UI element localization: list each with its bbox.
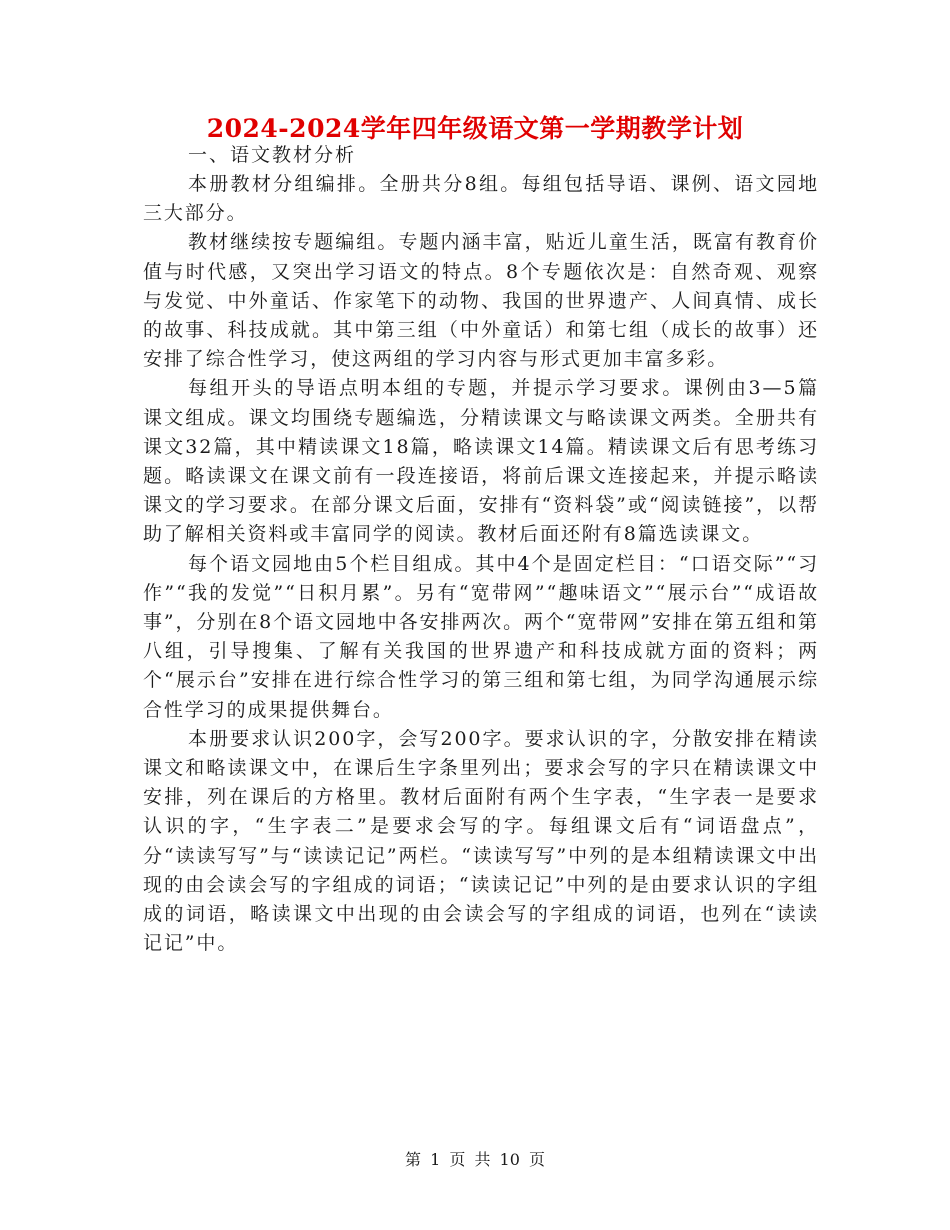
- section-heading: 一、语文教材分析: [188, 144, 357, 166]
- paragraph-lessons: 每组开头的导语点明本组的专题，并提示学习要求。课例由3—5篇课文组成。课文均围绕专题编选，分精读课文与略读课文两类。全册共有课文32篇，其中精读课文18篇，略读课文14篇。精读课文后有思考练习题。略读课文在课文前有一段连接语，将前后课文连接起来，并提示略读课文的学习要求。在部分课文后面，安排有“资料袋”或“阅读链接”，以帮助了解相关资料或丰富同学的阅读。教材后面还附有8篇选读课文。: [143, 377, 819, 546]
- paragraph-structure: 本册教材分组编排。全册共分8组。每组包括导语、课例、语文园地三大部分。: [143, 173, 819, 225]
- paragraph-language-garden: 每个语文园地由5个栏目组成。其中4个是固定栏目：“口语交际”“习作”“我的发觉”“日积月累”。另有“宽带网”“趣味语文”“展示台”“成语故事”，分别在8个语文园地中各安排两次。两个“宽带网”安排在第五组和第八组，引导搜集、了解有关我国的世界遗产和科技成就方面的资料；两个“展示台”安排在进行综合性学习的第三组和第七组，为同学沟通展示综合性学习的成果提供舞台。: [143, 552, 819, 721]
- paragraph-themes: 教材继续按专题编组。专题内涵丰富，贴近儿童生活，既富有教育价值与时代感，又突出学习语文的特点。8个专题依次是：自然奇观、观察与发觉、中外童话、作家笔下的动物、我国的世界遗产、人间真情、成长的故事、科技成就。其中第三组（中外童话）和第七组（成长的故事）还安排了综合性学习，使这两组的学习内容与形式更加丰富多彩。: [143, 231, 819, 371]
- document-body: [143, 170, 819, 958]
- paragraph-characters: 本册要求认识200字，会写200字。要求认识的字，分散安排在精读课文和略读课文中，在课后生字条里列出；要求会写的字只在精读课文中安排，列在课后的方格里。教材后面附有两个生字表，“生字表一是要求认识的字，“生字表二”是要求会写的字。每组课文后有“词语盘点”，分“读读写写”与“读读记记”两栏。“读读写写”中列的是本组精读课文中出现的由会读会写的字组成的词语；“读读记记”中列的是由要求认识的字组成的词语，略读课文中出现的由会读会写的字组成的词语，也列在“读读记记”中。: [143, 727, 819, 955]
- page-number-footer: 第 1 页 共 10 页: [405, 1150, 545, 1169]
- document-title: 2024-2024学年四年级语文第一学期教学计划: [206, 114, 744, 143]
